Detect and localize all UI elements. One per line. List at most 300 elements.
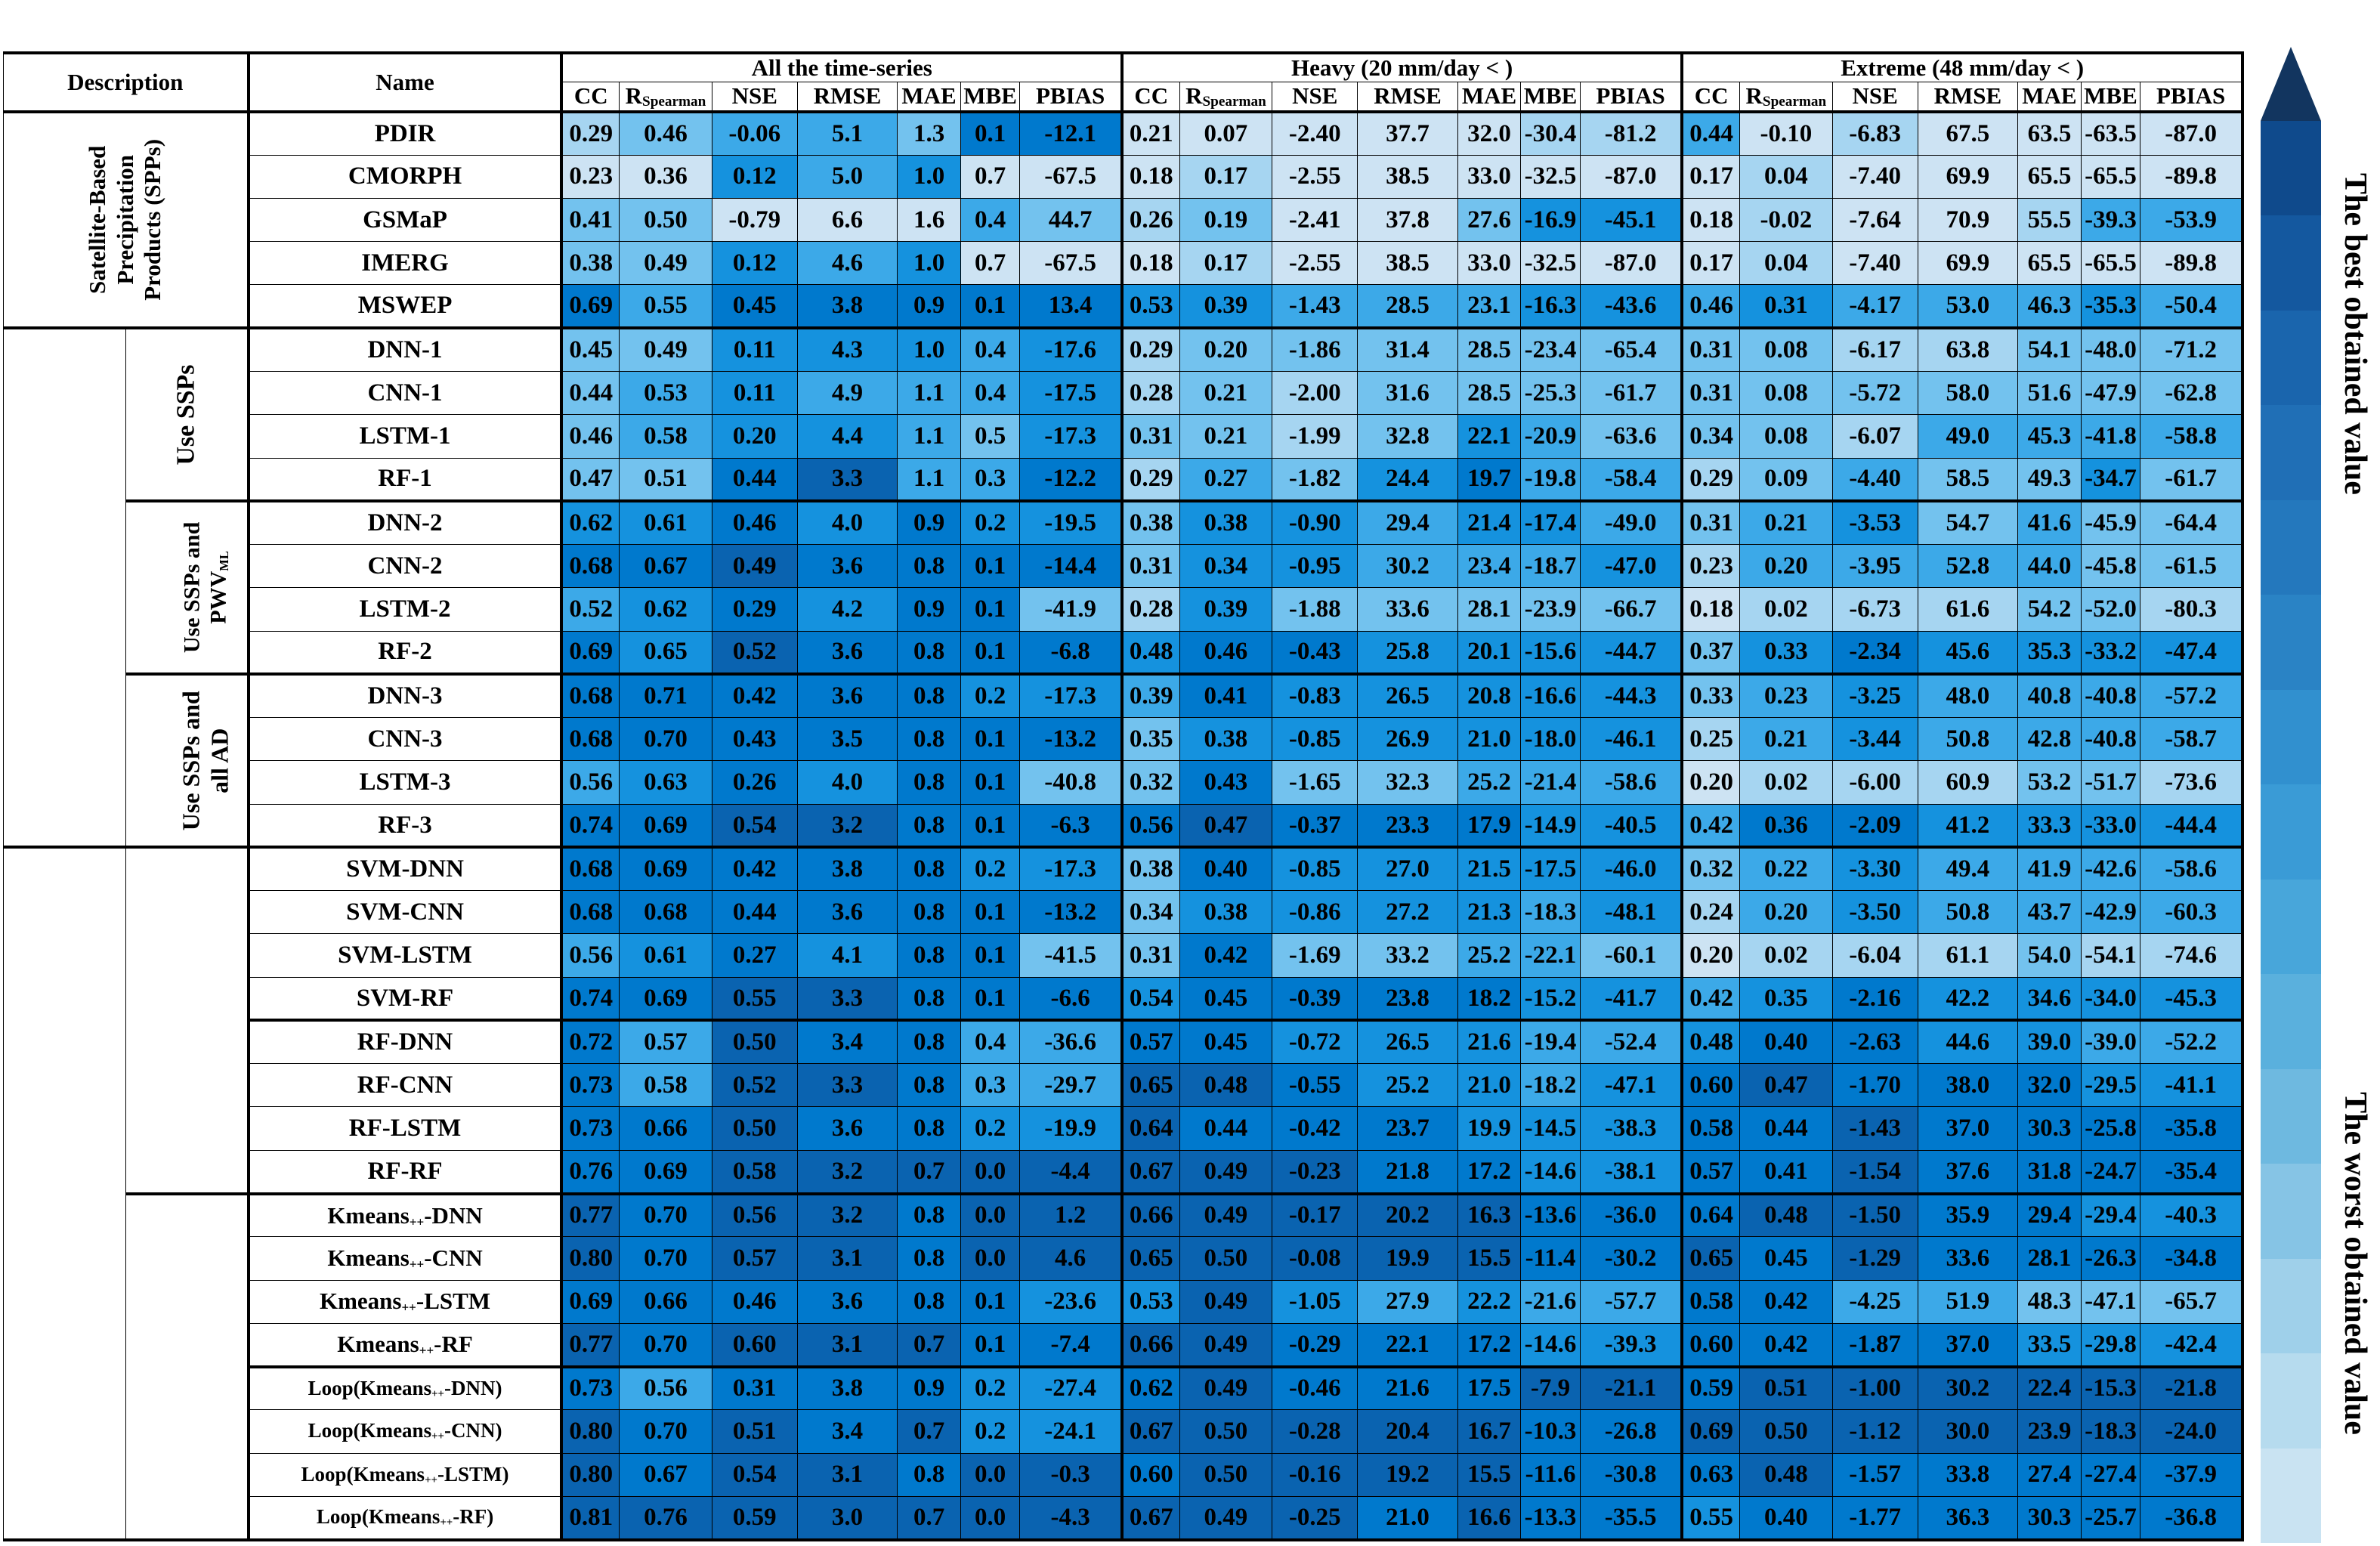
value-cell: -16.9 xyxy=(1521,198,1581,241)
row-name: Kmeans++-LSTM xyxy=(249,1280,562,1323)
value-cell: 1.1 xyxy=(898,458,960,501)
row-name: GSMaP xyxy=(249,198,562,241)
value-cell: 25.8 xyxy=(1358,631,1458,674)
metric-header-r: RSpearman xyxy=(1179,82,1272,112)
value-cell: 61.1 xyxy=(1918,934,2018,977)
value-cell: 0.4 xyxy=(960,1020,1020,1063)
table-row xyxy=(4,285,2243,328)
value-cell: 0.60 xyxy=(712,1323,797,1366)
value-cell: 0.46 xyxy=(712,501,797,544)
subsection-use-ssps-pwv: Use SSPs and PWVML xyxy=(126,501,249,674)
value-cell: 0.69 xyxy=(561,1280,619,1323)
value-cell: 19.9 xyxy=(1457,1107,1520,1150)
table-row xyxy=(4,891,2243,934)
legend-swatch xyxy=(2261,121,2321,215)
legend-swatch xyxy=(2261,1259,2321,1353)
value-cell: 0.70 xyxy=(620,1237,712,1280)
value-cell: 15.5 xyxy=(1457,1237,1520,1280)
value-cell: -80.3 xyxy=(2140,588,2242,631)
value-cell: 0.41 xyxy=(561,198,619,241)
value-cell: -19.5 xyxy=(1020,501,1122,544)
value-cell: 3.2 xyxy=(797,1150,898,1193)
value-cell: 3.8 xyxy=(797,847,898,890)
value-cell: 0.21 xyxy=(1179,415,1272,458)
value-cell: 0.24 xyxy=(1682,891,1739,934)
value-cell: -1.88 xyxy=(1272,588,1358,631)
value-cell: -1.05 xyxy=(1272,1280,1358,1323)
value-cell: 0.47 xyxy=(1739,1064,1832,1107)
value-cell: 0.57 xyxy=(620,1020,712,1063)
value-cell: 0.23 xyxy=(561,155,619,198)
value-cell: 21.6 xyxy=(1358,1367,1458,1410)
value-cell: 1.0 xyxy=(898,155,960,198)
value-cell: 0.04 xyxy=(1739,155,1832,198)
value-cell: 58.0 xyxy=(1918,371,2018,414)
value-cell: 0.34 xyxy=(1122,891,1179,934)
value-cell: -44.4 xyxy=(2140,804,2242,847)
value-cell: 0.63 xyxy=(620,761,712,804)
metric-header-pbias: PBIAS xyxy=(1020,82,1122,112)
value-cell: 20.8 xyxy=(1457,674,1520,717)
row-name: MSWEP xyxy=(249,285,562,328)
value-cell: 0.46 xyxy=(712,1280,797,1323)
value-cell: 0.28 xyxy=(1122,588,1179,631)
value-cell: 0.9 xyxy=(898,588,960,631)
value-cell: 0.29 xyxy=(1682,458,1739,501)
value-cell: -38.1 xyxy=(1580,1150,1682,1193)
value-cell: 0.41 xyxy=(1179,674,1272,717)
value-cell: 0.4 xyxy=(960,328,1020,371)
value-cell: 0.43 xyxy=(1179,761,1272,804)
value-cell: -61.7 xyxy=(2140,458,2242,501)
value-cell: -30.8 xyxy=(1580,1453,1682,1496)
value-cell: -45.9 xyxy=(2081,501,2140,544)
value-cell: -29.7 xyxy=(1020,1064,1122,1107)
value-cell: 0.52 xyxy=(561,588,619,631)
row-name: LSTM-3 xyxy=(249,761,562,804)
value-cell: 37.7 xyxy=(1358,112,1458,155)
value-cell: 55.5 xyxy=(2018,198,2081,241)
value-cell: -23.9 xyxy=(1521,588,1581,631)
value-cell: 1.6 xyxy=(898,198,960,241)
value-cell: -0.02 xyxy=(1739,198,1832,241)
value-cell: 0.42 xyxy=(1682,977,1739,1020)
value-cell: 0.35 xyxy=(1122,718,1179,761)
row-name: RF-LSTM xyxy=(249,1107,562,1150)
value-cell: 0.42 xyxy=(1739,1323,1832,1366)
metric-header-cc: CC xyxy=(1682,82,1739,112)
value-cell: 0.31 xyxy=(712,1367,797,1410)
value-cell: 0.54 xyxy=(712,1453,797,1496)
value-cell: -14.4 xyxy=(1020,545,1122,588)
value-cell: -6.73 xyxy=(1832,588,1918,631)
row-name: Kmeans++-DNN xyxy=(249,1194,562,1237)
value-cell: -44.3 xyxy=(1580,674,1682,717)
value-cell: 53.0 xyxy=(1918,285,2018,328)
value-cell: 0.42 xyxy=(1739,1280,1832,1323)
row-name: RF-2 xyxy=(249,631,562,674)
value-cell: 25.2 xyxy=(1358,1064,1458,1107)
value-cell: 0.58 xyxy=(1682,1280,1739,1323)
value-cell: 0.0 xyxy=(960,1194,1020,1237)
value-cell: 0.07 xyxy=(1179,112,1272,155)
value-cell: 0.48 xyxy=(1179,1064,1272,1107)
table-row xyxy=(4,1453,2243,1496)
value-cell: -0.46 xyxy=(1272,1367,1358,1410)
value-cell: 0.58 xyxy=(620,415,712,458)
value-cell: 0.56 xyxy=(1122,804,1179,847)
table-row xyxy=(4,718,2243,761)
description-header: Description xyxy=(4,53,249,112)
value-cell: -13.3 xyxy=(1521,1496,1581,1540)
value-cell: 27.4 xyxy=(2018,1453,2081,1496)
value-cell: 0.0 xyxy=(960,1150,1020,1193)
value-cell: -87.0 xyxy=(1580,242,1682,285)
value-cell: -48.1 xyxy=(1580,891,1682,934)
subsection-use-ssps-ad: Use SSPs and all AD xyxy=(126,674,249,847)
row-name: CNN-2 xyxy=(249,545,562,588)
value-cell: -18.0 xyxy=(1521,718,1581,761)
value-cell: -41.9 xyxy=(1020,588,1122,631)
metric-header-r: RSpearman xyxy=(620,82,712,112)
value-cell: 28.1 xyxy=(2018,1237,2081,1280)
value-cell: -34.0 xyxy=(2081,977,2140,1020)
value-cell: -18.7 xyxy=(1521,545,1581,588)
row-name: CNN-1 xyxy=(249,371,562,414)
value-cell: 0.7 xyxy=(960,155,1020,198)
table-row xyxy=(4,847,2243,890)
value-cell: 0.8 xyxy=(898,804,960,847)
value-cell: 0.7 xyxy=(898,1496,960,1540)
value-cell: -14.5 xyxy=(1521,1107,1581,1150)
value-cell: 0.56 xyxy=(561,761,619,804)
legend-swatch xyxy=(2261,1069,2321,1164)
metric-header-mae: MAE xyxy=(898,82,960,112)
value-cell: 22.1 xyxy=(1457,415,1520,458)
value-cell: 0.9 xyxy=(898,1367,960,1410)
value-cell: 0.8 xyxy=(898,631,960,674)
value-cell: 0.0 xyxy=(960,1237,1020,1280)
value-cell: -6.04 xyxy=(1832,934,1918,977)
value-cell: 0.32 xyxy=(1122,761,1179,804)
value-cell: 3.3 xyxy=(797,458,898,501)
value-cell: -14.6 xyxy=(1521,1323,1581,1366)
value-cell: 0.44 xyxy=(1682,112,1739,155)
value-cell: -0.42 xyxy=(1272,1107,1358,1150)
value-cell: 38.5 xyxy=(1358,155,1458,198)
value-cell: -81.2 xyxy=(1580,112,1682,155)
value-cell: -53.9 xyxy=(2140,198,2242,241)
value-cell: 0.29 xyxy=(561,112,619,155)
value-cell: -32.5 xyxy=(1521,242,1581,285)
value-cell: -47.4 xyxy=(2140,631,2242,674)
value-cell: 3.1 xyxy=(797,1237,898,1280)
metric-header-pbias: PBIAS xyxy=(1580,82,1682,112)
value-cell: 0.51 xyxy=(712,1410,797,1453)
value-cell: -49.0 xyxy=(1580,501,1682,544)
value-cell: 0.70 xyxy=(620,1410,712,1453)
legend-swatch xyxy=(2261,595,2321,689)
value-cell: 0.69 xyxy=(561,285,619,328)
value-cell: 0.2 xyxy=(960,501,1020,544)
value-cell: 23.4 xyxy=(1457,545,1520,588)
value-cell: -23.4 xyxy=(1521,328,1581,371)
value-cell: 0.49 xyxy=(1179,1367,1272,1410)
value-cell: 4.0 xyxy=(797,501,898,544)
metric-header-nse: NSE xyxy=(1272,82,1358,112)
value-cell: 0.21 xyxy=(1739,501,1832,544)
value-cell: 63.8 xyxy=(1918,328,2018,371)
value-cell: 0.74 xyxy=(561,977,619,1020)
value-cell: 0.28 xyxy=(1122,371,1179,414)
value-cell: 0.70 xyxy=(620,1323,712,1366)
value-cell: 0.81 xyxy=(561,1496,619,1540)
value-cell: 0.18 xyxy=(1682,198,1739,241)
value-cell: 54.7 xyxy=(1918,501,2018,544)
value-cell: 4.6 xyxy=(1020,1237,1122,1280)
metric-header-nse: NSE xyxy=(712,82,797,112)
value-cell: 0.49 xyxy=(620,242,712,285)
value-cell: 0.68 xyxy=(561,674,619,717)
value-cell: 44.7 xyxy=(1020,198,1122,241)
value-cell: -24.7 xyxy=(2081,1150,2140,1193)
table-row xyxy=(4,328,2243,371)
value-cell: 0.65 xyxy=(1682,1237,1739,1280)
table-row xyxy=(4,242,2243,285)
value-cell: -36.0 xyxy=(1580,1194,1682,1237)
value-cell: -19.8 xyxy=(1521,458,1581,501)
value-cell: 0.42 xyxy=(712,847,797,890)
value-cell: 0.50 xyxy=(1179,1453,1272,1496)
value-cell: 0.68 xyxy=(561,847,619,890)
value-cell: -0.85 xyxy=(1272,718,1358,761)
value-cell: 45.6 xyxy=(1918,631,2018,674)
value-cell: 23.3 xyxy=(1358,804,1458,847)
value-cell: 0.73 xyxy=(561,1107,619,1150)
value-cell: -36.6 xyxy=(1020,1020,1122,1063)
row-name: DNN-1 xyxy=(249,328,562,371)
group-header-heavy: Heavy (20 mm/day < ) xyxy=(1122,53,1682,82)
value-cell: 0.21 xyxy=(1179,371,1272,414)
table-row xyxy=(4,674,2243,717)
value-cell: -1.12 xyxy=(1832,1410,1918,1453)
value-cell: 0.4 xyxy=(960,198,1020,241)
value-cell: 0.39 xyxy=(1179,588,1272,631)
value-cell: 0.09 xyxy=(1739,458,1832,501)
value-cell: 5.0 xyxy=(797,155,898,198)
value-cell: 0.65 xyxy=(1122,1064,1179,1107)
value-cell: 27.0 xyxy=(1358,847,1458,890)
value-cell: 29.4 xyxy=(2018,1194,2081,1237)
value-cell: 0.32 xyxy=(1682,847,1739,890)
value-cell: 0.18 xyxy=(1122,242,1179,285)
value-cell: 27.6 xyxy=(1457,198,1520,241)
value-cell: 48.3 xyxy=(2018,1280,2081,1323)
value-cell: 0.8 xyxy=(898,847,960,890)
value-cell: 0.60 xyxy=(1682,1064,1739,1107)
value-cell: 0.76 xyxy=(620,1496,712,1540)
value-cell: -11.6 xyxy=(1521,1453,1581,1496)
value-cell: 0.29 xyxy=(1122,458,1179,501)
value-cell: 61.6 xyxy=(1918,588,2018,631)
value-cell: 0.55 xyxy=(712,977,797,1020)
row-name: SVM-CNN xyxy=(249,891,562,934)
value-cell: 39.0 xyxy=(2018,1020,2081,1063)
value-cell: -7.40 xyxy=(1832,242,1918,285)
table-row xyxy=(4,588,2243,631)
value-cell: -22.1 xyxy=(1521,934,1581,977)
value-cell: -24.0 xyxy=(2140,1410,2242,1453)
value-cell: 0.38 xyxy=(1179,891,1272,934)
value-cell: 0.45 xyxy=(561,328,619,371)
value-cell: -41.5 xyxy=(1020,934,1122,977)
value-cell: 0.7 xyxy=(898,1150,960,1193)
metric-header-mae: MAE xyxy=(2018,82,2081,112)
subsection-unsupervised xyxy=(126,1194,249,1540)
section-merged xyxy=(4,328,126,847)
value-cell: 42.2 xyxy=(1918,977,2018,1020)
row-name: DNN-3 xyxy=(249,674,562,717)
value-cell: 5.1 xyxy=(797,112,898,155)
value-cell: -0.06 xyxy=(712,112,797,155)
value-cell: 33.8 xyxy=(1918,1453,2018,1496)
value-cell: -2.09 xyxy=(1832,804,1918,847)
value-cell: 30.3 xyxy=(2018,1496,2081,1540)
value-cell: -26.8 xyxy=(1580,1410,1682,1453)
value-cell: -14.9 xyxy=(1521,804,1581,847)
value-cell: 28.5 xyxy=(1457,328,1520,371)
metric-header-mbe: MBE xyxy=(1521,82,1581,112)
value-cell: -6.07 xyxy=(1832,415,1918,458)
value-cell: 0.36 xyxy=(1739,804,1832,847)
value-cell: 46.3 xyxy=(2018,285,2081,328)
value-cell: 31.8 xyxy=(2018,1150,2081,1193)
value-cell: -30.4 xyxy=(1521,112,1581,155)
row-name: LSTM-2 xyxy=(249,588,562,631)
value-cell: -6.17 xyxy=(1832,328,1918,371)
value-cell: 0.49 xyxy=(1179,1496,1272,1540)
color-scale-legend xyxy=(2261,47,2380,1544)
value-cell: 0.31 xyxy=(1739,285,1832,328)
value-cell: 0.46 xyxy=(561,415,619,458)
value-cell: 0.47 xyxy=(561,458,619,501)
value-cell: -21.1 xyxy=(1580,1367,1682,1410)
value-cell: 0.44 xyxy=(1739,1107,1832,1150)
value-cell: 49.3 xyxy=(2018,458,2081,501)
row-name: SVM-LSTM xyxy=(249,934,562,977)
value-cell: -25.8 xyxy=(2081,1107,2140,1150)
value-cell: 19.7 xyxy=(1457,458,1520,501)
value-cell: 33.2 xyxy=(1358,934,1458,977)
table-row xyxy=(4,458,2243,501)
value-cell: 0.58 xyxy=(1682,1107,1739,1150)
value-cell: 0.49 xyxy=(1179,1280,1272,1323)
value-cell: 15.5 xyxy=(1457,1453,1520,1496)
value-cell: 0.26 xyxy=(712,761,797,804)
value-cell: 0.57 xyxy=(1682,1150,1739,1193)
value-cell: -7.4 xyxy=(1020,1323,1122,1366)
value-cell: -3.95 xyxy=(1832,545,1918,588)
value-cell: -17.4 xyxy=(1521,501,1581,544)
value-cell: -39.0 xyxy=(2081,1020,2140,1063)
value-cell: 0.31 xyxy=(1682,328,1739,371)
value-cell: 29.4 xyxy=(1358,501,1458,544)
value-cell: 0.74 xyxy=(561,804,619,847)
value-cell: 24.4 xyxy=(1358,458,1458,501)
value-cell: 0.65 xyxy=(1122,1237,1179,1280)
value-cell: -39.3 xyxy=(2081,198,2140,241)
value-cell: 0.8 xyxy=(898,934,960,977)
value-cell: 0.53 xyxy=(1122,1280,1179,1323)
value-cell: 23.8 xyxy=(1358,977,1458,1020)
row-name: DNN-2 xyxy=(249,501,562,544)
value-cell: -6.00 xyxy=(1832,761,1918,804)
value-cell: 0.66 xyxy=(1122,1323,1179,1366)
value-cell: -2.40 xyxy=(1272,112,1358,155)
value-cell: 28.5 xyxy=(1358,285,1458,328)
table-row xyxy=(4,977,2243,1020)
value-cell: -34.8 xyxy=(2140,1237,2242,1280)
row-name: Loop(Kmeans++-LSTM) xyxy=(249,1453,562,1496)
value-cell: 0.56 xyxy=(561,934,619,977)
value-cell: 0.08 xyxy=(1739,328,1832,371)
value-cell: 0.20 xyxy=(712,415,797,458)
value-cell: 0.70 xyxy=(620,718,712,761)
value-cell: -52.4 xyxy=(1580,1020,1682,1063)
results-table xyxy=(3,51,2244,1541)
value-cell: 0.77 xyxy=(561,1194,619,1237)
value-cell: 0.50 xyxy=(712,1020,797,1063)
table-row xyxy=(4,1150,2243,1193)
legend-color-bar xyxy=(2261,121,2321,1543)
value-cell: 0.27 xyxy=(712,934,797,977)
value-cell: 4.9 xyxy=(797,371,898,414)
name-header: Name xyxy=(249,53,562,112)
value-cell: 0.20 xyxy=(1682,934,1739,977)
value-cell: 30.2 xyxy=(1358,545,1458,588)
value-cell: 0.69 xyxy=(620,847,712,890)
value-cell: 17.9 xyxy=(1457,804,1520,847)
value-cell: -2.55 xyxy=(1272,242,1358,285)
value-cell: -41.7 xyxy=(1580,977,1682,1020)
value-cell: 0.76 xyxy=(561,1150,619,1193)
value-cell: 6.6 xyxy=(797,198,898,241)
value-cell: 0.62 xyxy=(620,588,712,631)
value-cell: -1.57 xyxy=(1832,1453,1918,1496)
value-cell: 23.9 xyxy=(2018,1410,2081,1453)
value-cell: 0.7 xyxy=(898,1410,960,1453)
value-cell: 0.19 xyxy=(1179,198,1272,241)
value-cell: 0.1 xyxy=(960,718,1020,761)
group-header-extreme: Extreme (48 mm/day < ) xyxy=(1682,53,2242,82)
value-cell: -34.7 xyxy=(2081,458,2140,501)
value-cell: -0.37 xyxy=(1272,804,1358,847)
table-row xyxy=(4,371,2243,414)
value-cell: -0.79 xyxy=(712,198,797,241)
value-cell: -29.5 xyxy=(2081,1064,2140,1107)
value-cell: -41.1 xyxy=(2140,1064,2242,1107)
value-cell: -52.2 xyxy=(2140,1020,2242,1063)
value-cell: -19.9 xyxy=(1020,1107,1122,1150)
value-cell: 49.0 xyxy=(1918,415,2018,458)
value-cell: 0.31 xyxy=(1682,371,1739,414)
value-cell: 3.4 xyxy=(797,1020,898,1063)
value-cell: 22.4 xyxy=(2018,1367,2081,1410)
legend-swatch xyxy=(2261,1164,2321,1258)
value-cell: -6.6 xyxy=(1020,977,1122,1020)
value-cell: 0.38 xyxy=(1122,501,1179,544)
value-cell: 0.37 xyxy=(1682,631,1739,674)
